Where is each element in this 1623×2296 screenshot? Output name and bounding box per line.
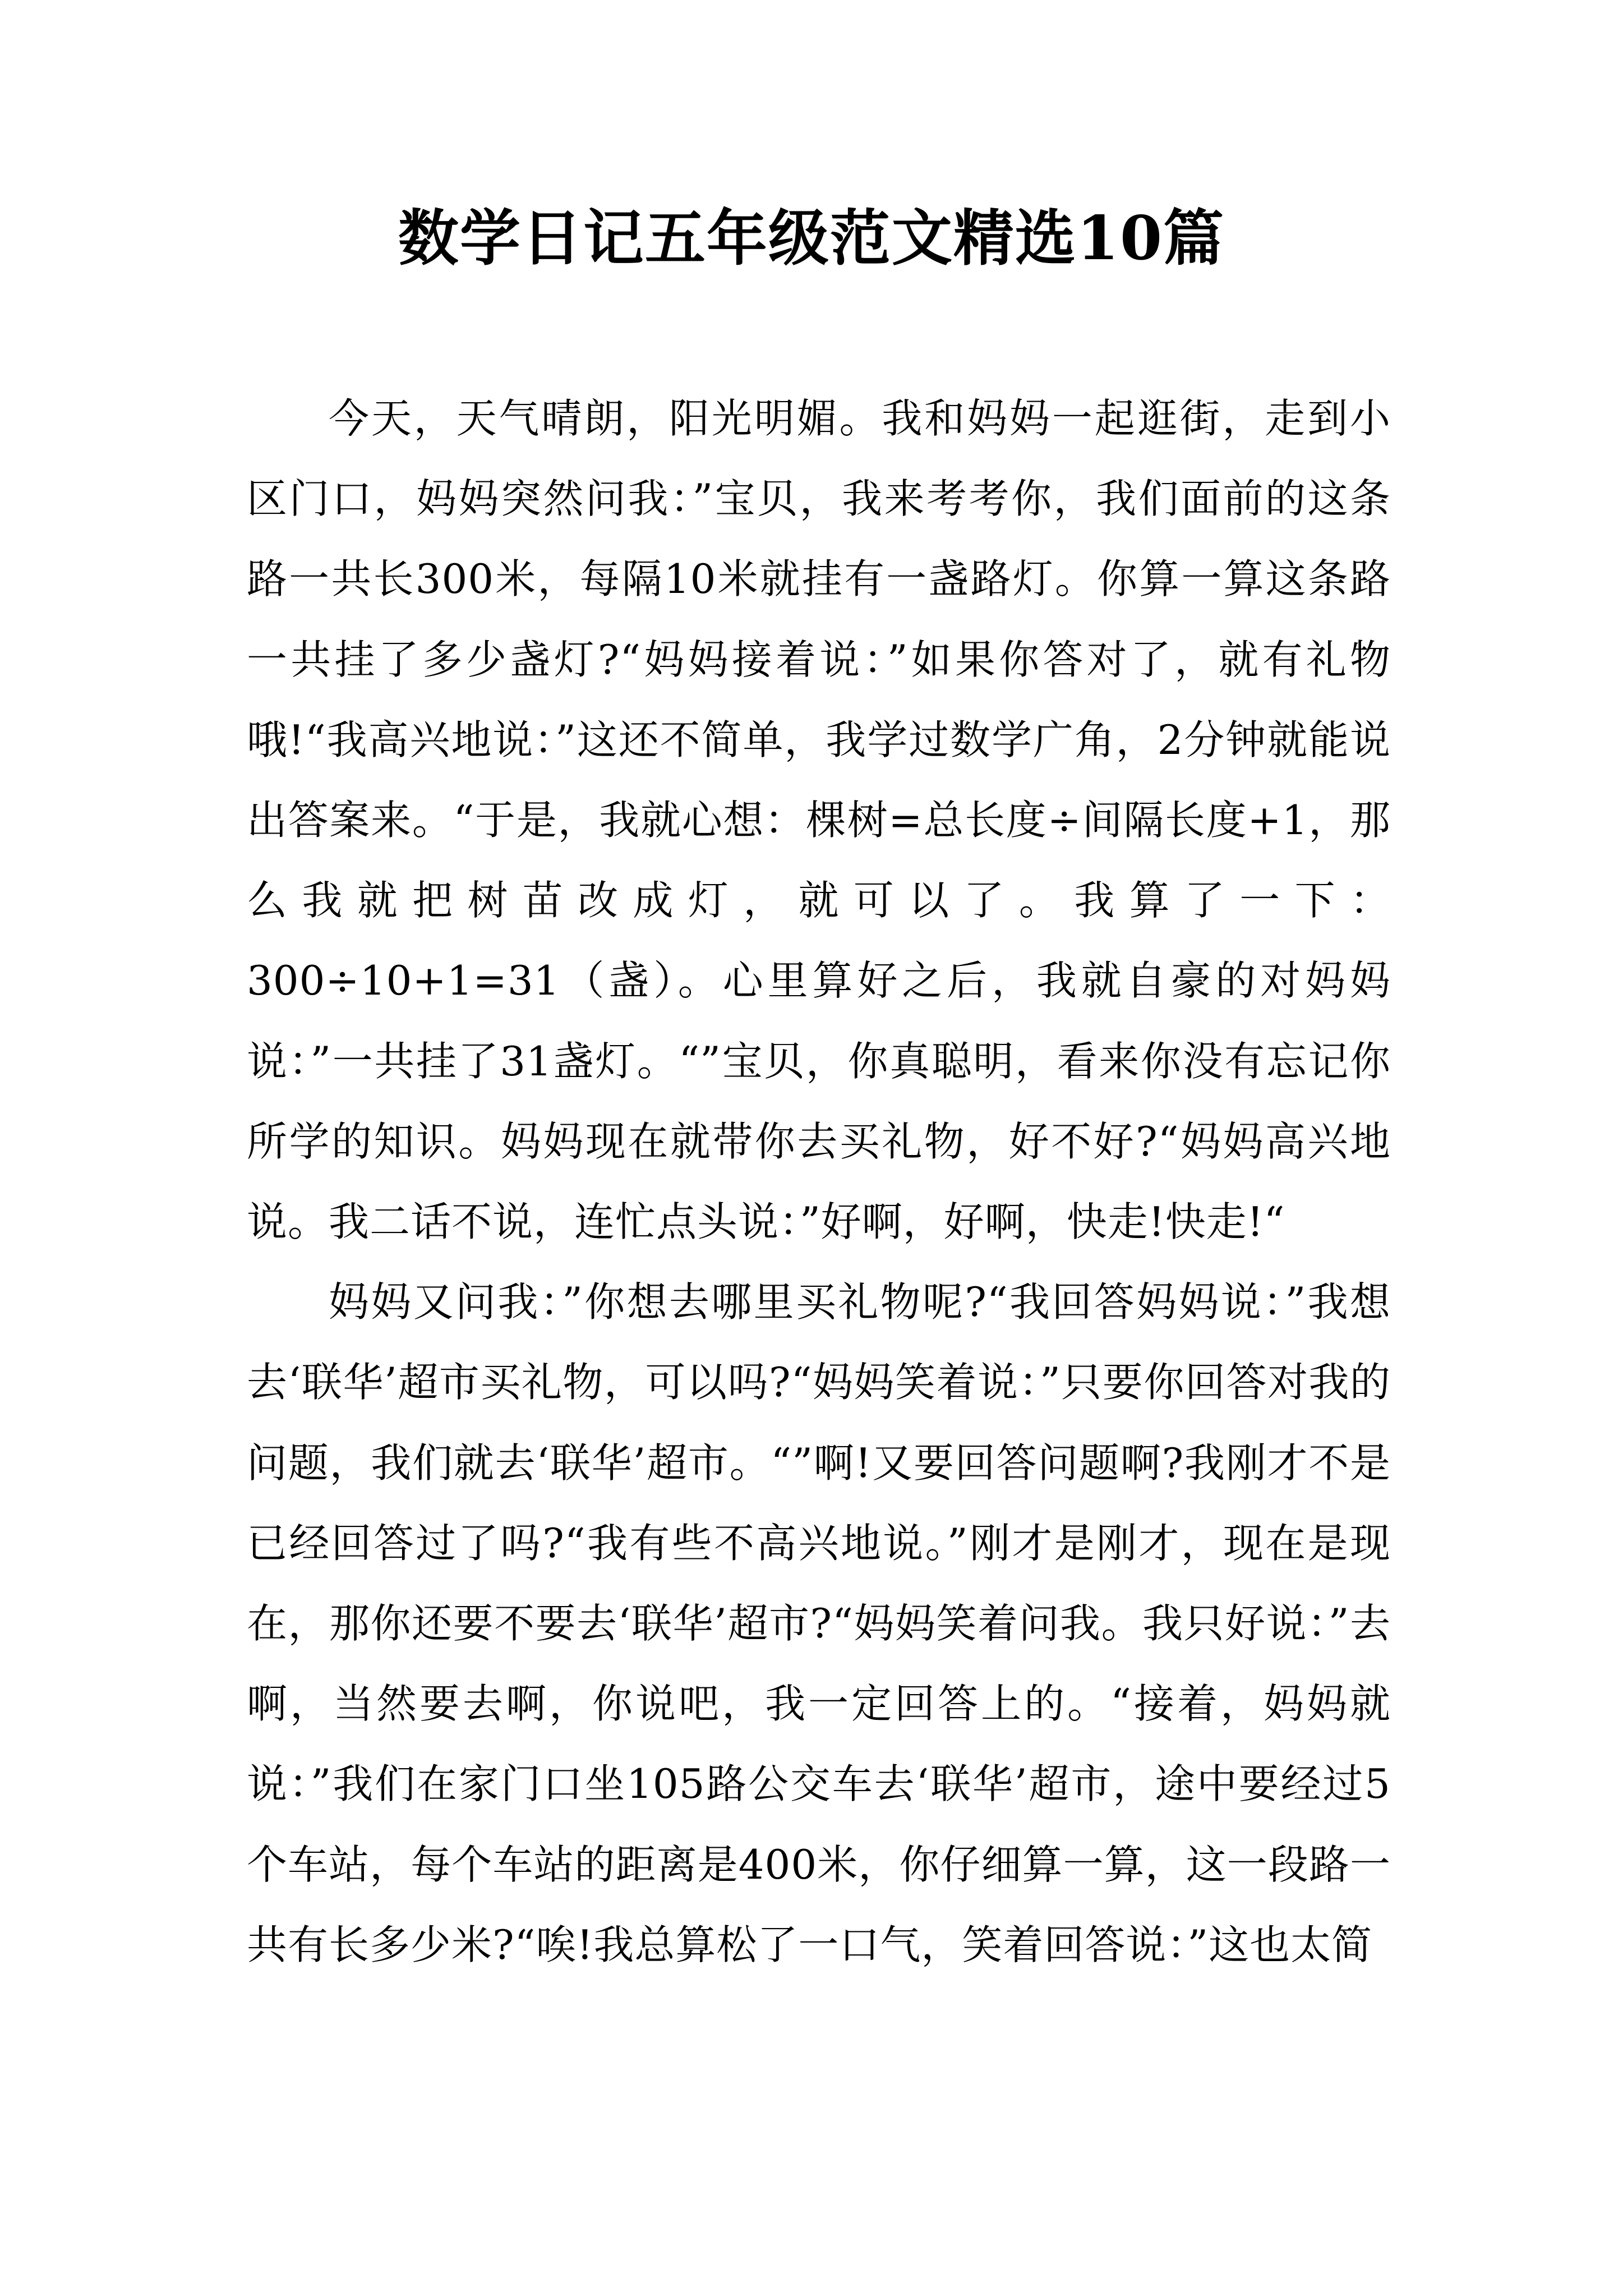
paragraph-1: 今天，天气晴朗，阳光明媚。我和妈妈一起逛街，走到小区门口，妈妈突然问我：”宝贝，我来考考你，我们面前的这条路一共长300米，每隔10米就挂有一盏路灯。你算一算这条路一共挂了多少盏灯?“妈妈接着说：”如果你答对了，就有礼物哦!“我高兴地说：”这还不简单，我学过数学广角，2分钟就能说出答案来。“于是，我就心想：棵树=总长度÷间隔长度+1，那么我就把树苗改成灯，就可以了。我算了一下：300÷10+1=31（盏）。心里算好之后，我就自豪的对妈妈说：”一共挂了31盏灯。“”宝贝，你真聪明，看来你没有忘记你所学的知识。妈妈现在就带你去买礼物，好不好?“妈妈高兴地说。我二话不说，连忙点头说：”好啊，好啊，快走!快走!“ (247, 395, 1391, 1246)
document-body (247, 379, 1391, 1985)
document-title: 数学日记五年级范文精选10篇 (398, 203, 1225, 274)
paragraph-2: 妈妈又问我：”你想去哪里买礼物呢?“我回答妈妈说：”我想去‘联华’超市买礼物，可以吗?“妈妈笑着说：”只要你回答对我的问题，我们就去‘联华’超市。“”啊!又要回答问题啊?我刚才不是已经回答过了吗?“我有些不高兴地说。”刚才是刚才，现在是现在，那你还要不要去‘联华’超市?“妈妈笑着问我。我只好说：”去啊，当然要去啊，你说吧，我一定回答上的。“接着，妈妈就说：”我们在家门口坐105路公交车去‘联华’超市，途中要经过5个车站，每个车站的距离是400米，你仔细算一算，这一段路一共有长多少米?“唉!我总算松了一口气，笑着回答说：”这也太简 (247, 1278, 1391, 1968)
